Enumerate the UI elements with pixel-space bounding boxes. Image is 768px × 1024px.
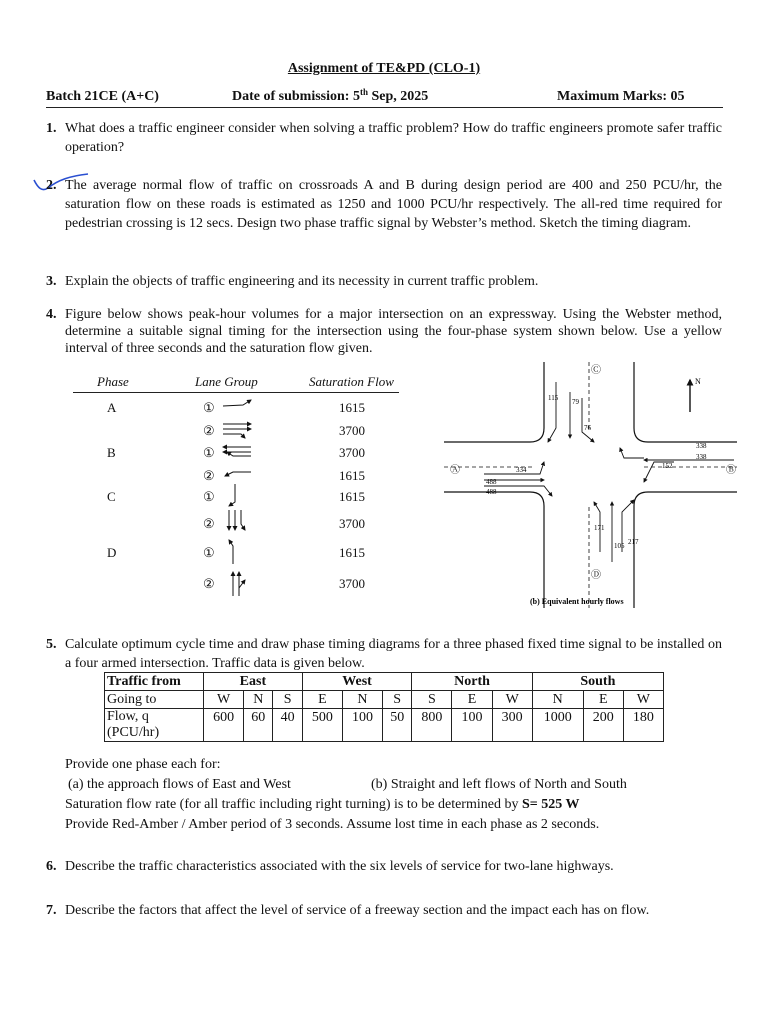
flow-n-right: 115	[548, 394, 559, 402]
table-cell: S	[273, 691, 302, 709]
lane-arrows-icon	[221, 392, 261, 602]
max-marks: Maximum Marks: 05	[557, 89, 685, 104]
table-cell: 300	[492, 709, 532, 742]
table-cell: 180	[623, 709, 663, 742]
table-cell: 200	[583, 709, 623, 742]
question-2	[46, 176, 722, 233]
table-cell: E	[583, 691, 623, 709]
question-number: 3.	[46, 274, 57, 289]
table-cell: W	[204, 691, 244, 709]
note-line-3	[65, 795, 725, 815]
lane-a1: ①	[203, 400, 215, 415]
phase-header: Phase	[97, 374, 129, 389]
label-a: Ⓐ	[450, 465, 460, 476]
flow-s-right: 217	[628, 538, 639, 546]
saturation-flow-header: Saturation Flow	[309, 374, 394, 389]
lane-c1: ①	[203, 489, 215, 504]
flow-e-right: 152	[662, 462, 673, 470]
question-number: 7.	[46, 903, 57, 918]
note-b: (b) Straight and left flows of North and South	[371, 777, 627, 792]
phase-d: D	[107, 545, 117, 560]
flow-a1: 1615	[339, 400, 365, 415]
table-cell: North	[412, 673, 532, 691]
flow-d2: 3700	[339, 576, 365, 591]
table-cell: 500	[302, 709, 342, 742]
lane-d1: ①	[203, 545, 215, 560]
intersection-diagram	[444, 362, 737, 608]
table-cell: 40	[273, 709, 302, 742]
note-line-2	[65, 775, 725, 795]
question-text: The average normal flow of traffic on crossroads A and B during design period are 400 and 250 PCU/hr, the saturation flow on these roads is estimated as 1250 and 1000 PCU/hr respectively. The all-red time required for pedestrian crossing is 12 secs. Design two phase traffic signal by Webster’s method. Sketch the timing diagram.	[65, 178, 722, 231]
flow-w-left: 488	[486, 488, 497, 496]
question-number: 6.	[46, 859, 57, 874]
flow-n-through: 79	[572, 398, 579, 406]
table-cell: S	[383, 691, 412, 709]
page-title: Assignment of TE&PD (CLO-1)	[287, 61, 481, 76]
question-5	[46, 635, 722, 673]
question-text: What does a traffic engineer consider when solving a traffic problem? How do traffic engineers promote safer traffic operation?	[65, 121, 722, 155]
table-row	[105, 709, 664, 742]
table-cell: South	[532, 673, 663, 691]
flow-label: Flow, q	[107, 709, 149, 724]
table-cell: E	[452, 691, 492, 709]
table-cell: N	[244, 691, 273, 709]
table-cell: W	[623, 691, 663, 709]
lane-b2: ②	[203, 468, 215, 483]
table-cell: Going to	[105, 691, 204, 709]
label-d: Ⓓ	[591, 570, 601, 581]
question-1	[46, 119, 722, 157]
flow-s-through: 105	[614, 542, 625, 550]
table-cell: 600	[204, 709, 244, 742]
table-row	[105, 673, 664, 691]
flow-w-through: 488	[486, 478, 497, 486]
q5-notes	[65, 755, 725, 835]
table-cell: W	[492, 691, 532, 709]
table-row	[105, 691, 664, 709]
phase-table	[73, 372, 399, 393]
flow-n-left: 76	[584, 424, 591, 432]
flow-unit: (PCU/hr)	[107, 725, 160, 740]
question-text: Describe the factors that affect the level of service of a freeway section and the impact each has on flow.	[65, 903, 650, 918]
phase-c: C	[107, 489, 116, 504]
table-cell: N	[532, 691, 583, 709]
note-line-4: Provide Red-Amber / Amber period of 3 seconds. Assume lost time in each phase as 2 seconds.	[65, 817, 600, 832]
north-label: N	[695, 377, 701, 386]
table-cell: West	[302, 673, 412, 691]
flow-w-right: 334	[516, 466, 527, 474]
table-cell: E	[302, 691, 342, 709]
lane-group-header: Lane Group	[195, 374, 258, 389]
table-cell: 100	[452, 709, 492, 742]
table-cell	[105, 709, 204, 742]
question-text: Figure below shows peak-hour volumes for a major intersection on an expressway. Using the Webster method, determine a suitable signal timing for the intersection using the four-phase system shown below. Use a yellow interval of three seconds and the saturation flow given.	[65, 307, 722, 356]
question-text: Calculate optimum cycle time and draw phase timing diagrams for a three phased fixed time signal to be installed on a four armed intersection. Traffic data is given below.	[65, 637, 722, 671]
flow-c2: 3700	[339, 516, 365, 531]
label-c: Ⓒ	[591, 365, 601, 376]
question-text: Explain the objects of traffic engineering and its necessity in current traffic problem.	[65, 274, 539, 289]
phase-table-body	[73, 392, 399, 602]
submission-date	[232, 89, 428, 105]
note-a: (a) the approach flows of East and West	[68, 777, 291, 792]
question-text: Describe the traffic characteristics associated with the six levels of service for two-lane highways.	[65, 859, 614, 874]
phase-b: B	[107, 445, 116, 460]
flow-c1: 1615	[339, 489, 365, 504]
question-number: 2.	[46, 178, 57, 193]
table-cell: 100	[342, 709, 382, 742]
phase-a: A	[107, 400, 117, 415]
question-7	[46, 901, 722, 920]
question-4	[46, 306, 722, 357]
table-cell: 800	[412, 709, 452, 742]
table-cell: Traffic from	[105, 673, 204, 691]
date-label: Date of submission: 5	[232, 89, 360, 104]
lane-b1: ①	[203, 445, 215, 460]
lane-c2: ②	[203, 516, 215, 531]
flow-e-left: 338	[696, 442, 707, 450]
question-number: 1.	[46, 121, 57, 136]
flow-d1: 1615	[339, 545, 365, 560]
diagram-caption: (b) Equivalent hourly flows	[530, 597, 624, 606]
traffic-flow-table	[104, 672, 664, 742]
flow-s-left: 171	[594, 524, 605, 532]
table-cell: 1000	[532, 709, 583, 742]
header-divider	[46, 107, 723, 108]
table-cell: S	[412, 691, 452, 709]
batch-label: Batch 21CE (A+C)	[46, 89, 159, 104]
table-cell: 60	[244, 709, 273, 742]
note-saturation: Saturation flow rate (for all traffic including right turning) is to be determined by	[65, 797, 522, 812]
table-cell: 50	[383, 709, 412, 742]
question-number: 5.	[46, 637, 57, 652]
table-cell: N	[342, 691, 382, 709]
lane-d2: ②	[203, 576, 215, 591]
flow-b2: 1615	[339, 468, 365, 483]
table-cell: East	[204, 673, 303, 691]
flow-a2: 3700	[339, 423, 365, 438]
question-3	[46, 272, 722, 291]
question-number: 4.	[46, 307, 57, 322]
date-sup: th	[359, 87, 368, 97]
flow-e-through: 338	[696, 453, 707, 461]
flow-b1: 3700	[339, 445, 365, 460]
note-line-1: Provide one phase each for:	[65, 757, 221, 772]
label-b: Ⓑ	[726, 465, 736, 476]
lane-a2: ②	[203, 423, 215, 438]
date-rest: Sep, 2025	[367, 89, 429, 104]
question-6	[46, 857, 722, 876]
note-formula: S= 525 W	[521, 797, 580, 812]
